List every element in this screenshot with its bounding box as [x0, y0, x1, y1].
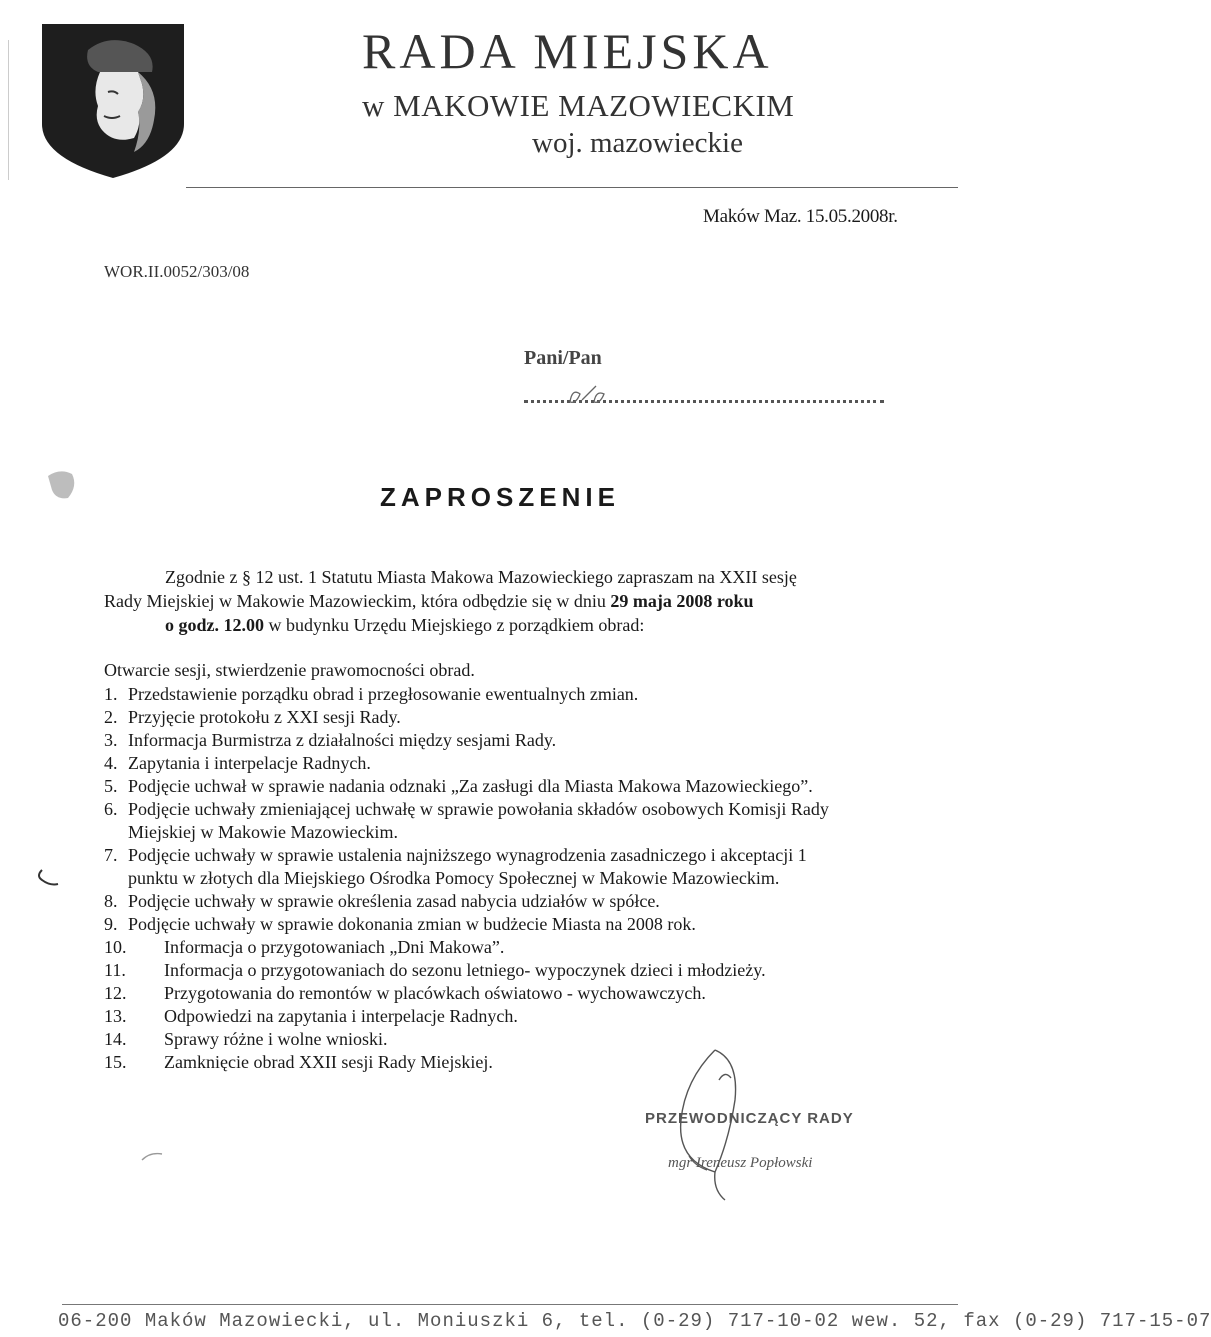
agenda-item-number: 8. [104, 891, 118, 911]
agenda-item [104, 959, 924, 981]
coat-of-arms-icon [38, 20, 188, 182]
agenda-item-number: 7. [104, 845, 118, 865]
agenda-item [104, 683, 924, 705]
agenda-item-number: 13. [104, 1006, 127, 1026]
document-title: ZAPROSZENIE [380, 482, 620, 512]
agenda-item [104, 913, 924, 935]
punch-hole-mark-icon [44, 466, 80, 502]
agenda-item-text: Informacja Burmistrza z działalności między sesjami Rady. [128, 730, 557, 750]
agenda-opening: Otwarcie sesji, stwierdzenie prawomocności obrad. [104, 660, 475, 680]
agenda-item-number: 9. [104, 914, 118, 934]
agenda-item-number: 10. [104, 937, 127, 957]
agenda-item-number: 14. [104, 1029, 127, 1049]
council-name: RADA MIEJSKA [362, 23, 773, 79]
agenda-item-text: Sprawy różne i wolne wnioski. [164, 1029, 388, 1049]
agenda-item [104, 1051, 924, 1073]
agenda-item-text: Podjęcie uchwały w sprawie dokonania zmian w budżecie Miasta na 2008 rok. [128, 914, 696, 934]
intro-line-1: Zgodnie z § 12 ust. 1 Statutu Miasta Makowa Mazowieckiego zapraszam na XXII sesję [165, 567, 797, 587]
agenda-item-text: Przyjęcie protokołu z XXI sesji Rady. [128, 707, 401, 727]
agenda-item [104, 706, 924, 728]
agenda-item-text: Odpowiedzi na zapytania i interpelacje Radnych. [164, 1006, 518, 1026]
agenda-item-text: Zamknięcie obrad XXII sesji Rady Miejskiej. [164, 1052, 493, 1072]
agenda-item [104, 821, 924, 843]
session-time: o godz. 12.00 [165, 615, 264, 635]
agenda-item [104, 752, 924, 774]
agenda-item [104, 867, 924, 889]
agenda-item-number: 4. [104, 753, 118, 773]
footer-address: 06-200 Maków Mazowiecki, ul. Moniuszki 6, tel. (0-29) 717-10-02 wew. 52, fax (0-29) 717-15-07 [58, 1310, 1211, 1332]
agenda-item-number: 12. [104, 983, 127, 1003]
intro-line-3 [165, 614, 644, 636]
agenda-item-number: 6. [104, 799, 118, 819]
tick-mark-icon [140, 1150, 164, 1162]
agenda-item [104, 1005, 924, 1027]
reference-number: WOR.II.0052/303/08 [104, 262, 250, 281]
council-town: w MAKOWIE MAZOWIECKIM [362, 88, 795, 123]
intro-line-2-text: Rady Miejskiej w Makowie Mazowieckim, która odbędzie się w dniu [104, 591, 611, 611]
agenda-item [104, 844, 924, 866]
agenda-item-number: 5. [104, 776, 118, 796]
agenda-item [104, 890, 924, 912]
agenda-item [104, 775, 924, 797]
agenda-item-text: Informacja o przygotowaniach „Dni Makowa”. [164, 937, 505, 957]
agenda-list [104, 683, 924, 1074]
footer-rule [62, 1304, 958, 1305]
agenda-item-number [104, 867, 128, 889]
agenda-item [104, 982, 924, 1004]
agenda-item [104, 798, 924, 820]
agenda-item-text: Podjęcie uchwał w sprawie nadania odznaki „Za zasługi dla Miasta Makowa Mazowieckiego”. [128, 776, 813, 796]
agenda-item-text: Podjęcie uchwały w sprawie określenia zasad nabycia udziałów w spółce. [128, 891, 660, 911]
handwritten-initials-icon [566, 382, 616, 408]
place-date: Maków Maz. 15.05.2008r. [703, 206, 898, 227]
agenda-item-text: Podjęcie uchwały zmieniającej uchwałę w sprawie powołania składów osobowych Komisji Rady [128, 799, 829, 819]
agenda-item [104, 1028, 924, 1050]
agenda-item-number: 11. [104, 960, 126, 980]
agenda-item-number: 1. [104, 684, 118, 704]
agenda-item-number: 2. [104, 707, 118, 727]
recipient-label: Pani/Pan [524, 347, 602, 369]
agenda-item-text: punktu w złotych dla Miejskiego Ośrodka Pomocy Społecznej w Makowie Mazowieckim. [128, 868, 780, 888]
agenda-item-text: Podjęcie uchwały w sprawie ustalenia najniższego wynagrodzenia zasadniczego i akceptacji 1 [128, 845, 807, 865]
intro-line-2 [104, 590, 754, 612]
agenda-item-text: Miejskiej w Makowie Mazowieckim. [128, 822, 398, 842]
agenda-item-number: 3. [104, 730, 118, 750]
agenda-item [104, 729, 924, 751]
signatory-name: mgr Ireneusz Popłowski [668, 1155, 813, 1171]
agenda-item-text: Zapytania i interpelacje Radnych. [128, 753, 371, 773]
agenda-item-text: Informacja o przygotowaniach do sezonu letniego- wypoczynek dzieci i młodzieży. [164, 960, 766, 980]
margin-mark-icon [32, 866, 62, 890]
agenda-item [104, 936, 924, 958]
session-date: 29 maja 2008 roku [610, 591, 754, 611]
agenda-item-number [104, 821, 128, 843]
header-rule [186, 187, 958, 188]
council-voivodeship: woj. mazowieckie [532, 127, 743, 159]
agenda-item-number: 15. [104, 1052, 127, 1072]
scan-edge-line [8, 40, 9, 180]
agenda-item-text: Przygotowania do remontów w placówkach oświatowo - wychowawczych. [164, 983, 706, 1003]
signatory-role: PRZEWODNICZĄCY RADY [645, 1110, 854, 1127]
agenda-item-text: Przedstawienie porządku obrad i przegłosowanie ewentualnych zmian. [128, 684, 639, 704]
intro-line-3-text: w budynku Urzędu Miejskiego z porządkiem obrad: [264, 615, 645, 635]
